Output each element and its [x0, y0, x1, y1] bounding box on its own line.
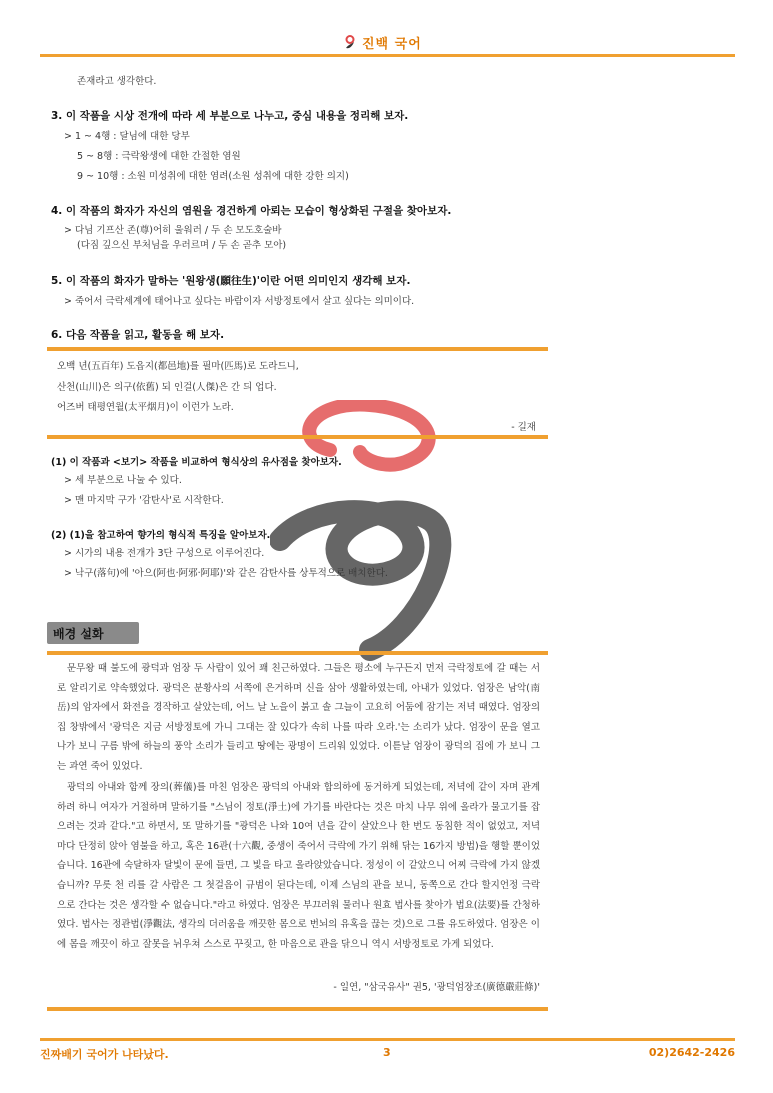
q3-answer-2: 5 ~ 8행 : 극락왕생에 대한 간절한 염원: [77, 151, 241, 162]
header-logo: [343, 33, 422, 52]
background-story-tab: [47, 622, 139, 644]
q3-answer-3: 9 ~ 10행 : 소원 미성취에 대한 염려(소원 성취에 대한 강한 의지): [77, 171, 349, 182]
background-story-box: [47, 651, 548, 1011]
poem-box: [47, 347, 548, 439]
sub-question-2-title: (2) (1)을 참고하여 향가의 형식적 특징을 알아보자.: [51, 530, 271, 541]
intro-text: 존재라고 생각한다.: [77, 76, 157, 87]
story-paragraph-2: 광덕의 아내와 함께 장의(葬儀)를 마친 엄장은 광덕의 아내와 합의하에 동거하게 되었는데, 저녁에 같이 자며 관계하려 하니 여자가 거절하며 말하기를 "스님이 정토(淨土)에 가기를 바란다는 것은 마치 나무 위에 올라가 물고기를 잡으려는 것과 같다."고 하면서, 또 말하기를 "광덕은 나와 10여 년을 같이 살았으나 한 번도 동침한 적이 없었고, 저녁마다 단정히 앉아 염불을 하고, 혹은 16관(十六觀, 중생이 죽어서 극락에 가기 위해 닦는 16가지 방법)을 행할 뿐이었습니다. 16관에 숙달하자 달빛이 문에 들면, 그 빛을 타고 올라앉았습니다. 정성이 이 같았으니 어찌 극락에 가지 않겠습니까? 무릇 천 리를 갈 사람은 그 첫걸음이 규범이 된다는데, 이제 스님의 관을 보니, 동쪽으로 간다 할지언정 극락으로 간다는 것은 생각할 수 없습니다."라고 하였다. 엄장은 부끄러워 물러나 원효 법사를 찾아가 법요(法要)를 간청하였다. 법사는 정관법(淨觀法, 생각의 더러움을 깨끗한 몸으로 번뇌의 유혹을 끊는 것)으로 그를 유도하였다. 엄장은 이에 몸을 깨끗이 하고 잘못을 뉘우쳐 스스로 꾸짖고, 한 마음으로 관을 닦으니 역시 서방정토로 가게 되었다.: [57, 782, 540, 950]
background-story-heading: 배경 설화: [53, 627, 104, 641]
sub1-answer-1: > 세 부분으로 나눌 수 있다.: [64, 475, 182, 486]
brand-swirl-icon: [343, 35, 357, 51]
q4-answer-2: (다짐 깊으신 부처님을 우러르며 / 두 손 곧추 모아): [77, 240, 287, 251]
sub2-answer-2: > 낙구(落句)에 '아으(阿也·阿邪·阿耶)'와 같은 감탄사를 상투적으로 배치한다.: [64, 568, 388, 579]
page-number: 3: [383, 1046, 391, 1059]
question-5-title: 5. 이 작품의 화자가 말하는 '원왕생(願往生)'이란 어떤 의미인지 생각해 보자.: [51, 275, 411, 287]
footer-phone: 02)2642-2426: [648, 1046, 735, 1059]
q3-answer-1: > 1 ~ 4행 : 달님에 대한 당부: [64, 131, 190, 142]
q5-answer: > 죽어서 극락세계에 태어나고 싶다는 바람이자 서방정토에서 살고 싶다는 의미이다.: [64, 296, 415, 307]
story-source: - 일연, "삼국유사" 권5, '광덕엄장조(廣德嚴莊條)': [333, 982, 540, 993]
sub1-answer-2: > 맨 마지막 구가 '감탄사'로 시작한다.: [64, 495, 224, 506]
story-paragraph-1: 문무왕 때 불도에 광덕과 엄장 두 사람이 있어 꽤 친근하였다. 그들은 평소에 누구든지 먼저 극락정토에 갈 때는 서로 알리기로 약속했었다. 광덕은 분황사의 서쪽에 은거하며 신을 삼아 생활하였는데, 아내가 있었다. 엄장은 남악(南岳)의 암자에서 화전을 경작하고 살았는데, 어느 날 노을이 붉고 솔 그늘이 고요히 어둠에 잠기는 저녁 때였다. 엄장의 집 창밖에서 '광덕은 지금 서방정토에 가니 그대는 잘 있다가 속히 나를 따라 오라.'는 소리가 났다. 엄장이 문을 열고 나가 보니 구름 밖에 하늘의 풍악 소리가 들리고 땅에는 광명이 드리워 있었다. 이튿날 엄장이 광덕의 집에 가 보니 그는 과연 죽어 있었다.: [57, 663, 540, 772]
brand-name: 진백 국어: [362, 37, 422, 52]
question-3-title: 3. 이 작품을 시상 전개에 따라 세 부분으로 나누고, 중심 내용을 정리해 보자.: [51, 110, 409, 122]
brush-swirl-watermark-icon: [270, 400, 480, 665]
poem-line-1: 오백 년(五百年) 도읍지(都邑地)를 필마(匹馬)로 도라드니,: [57, 361, 299, 372]
footer-divider: [40, 1038, 735, 1041]
question-6-title: 6. 다음 작품을 읽고, 활동을 해 보자.: [51, 329, 225, 341]
poem-author: - 길재: [511, 422, 536, 433]
question-4-title: 4. 이 작품의 화자가 자신의 염원을 경건하게 아뢰는 모습이 형상화된 구절을 찾아보자.: [51, 205, 452, 217]
sub-question-1-title: (1) 이 작품과 <보기> 작품을 비교하여 형식상의 유사점을 찾아보자.: [51, 457, 342, 468]
footer-slogan: 진짜배기 국어가 나타났다.: [40, 1048, 169, 1061]
sub2-answer-1: > 시가의 내용 전개가 3단 구성으로 이루어진다.: [64, 548, 265, 559]
q4-answer-1: > 다님 기프산 존(尊)어히 울워러 / 두 손 모도호술바: [64, 225, 282, 236]
poem-line-2: 산천(山川)은 의구(依舊) 되 인걸(人傑)은 간 듸 업다.: [57, 382, 277, 393]
poem-line-3: 어즈버 태평연월(太平烟月)이 이런가 노라.: [57, 402, 234, 413]
header-divider: [40, 54, 735, 57]
